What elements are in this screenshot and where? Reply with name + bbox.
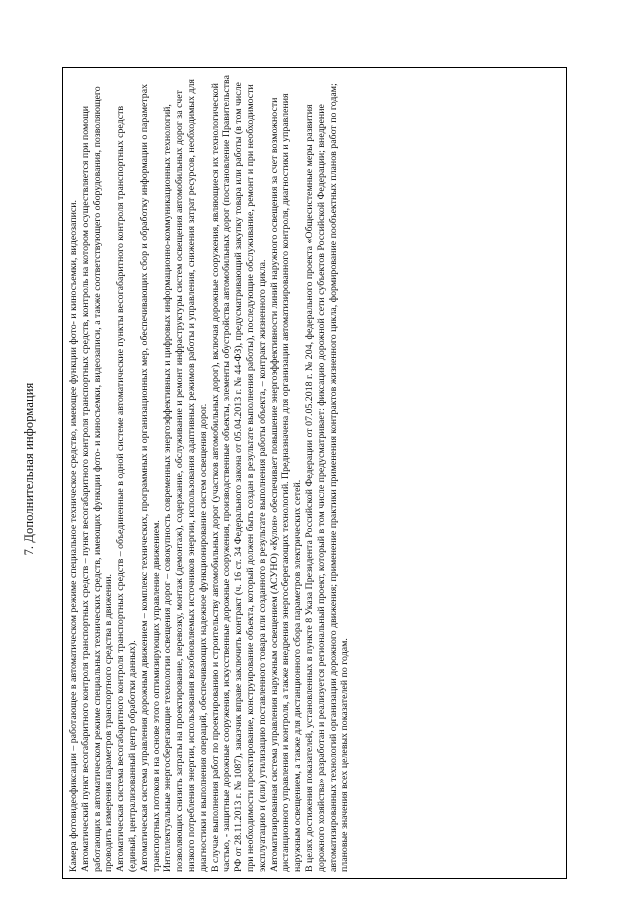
info-box: [62, 67, 567, 879]
paragraph-traffic-management-system: Автоматическая система управления дорожным движением – комплекс технических, программных и организационных мер, обеспечивающих сбор и обработку информации о параметрах транспортных потоков и на основе этого оптимизирующих управление движением.: [138, 83, 162, 872]
paragraph-weight-control-system: Автоматическая система весогабаритного контроля транспортных средств – объединенные в одной системе автоматические пункты весогабаритного контроля транспортных средств (единый, централизованный центр обработки данных).: [115, 105, 138, 872]
paragraph-lifecycle-contract: В случае выполнения работ по проектированию и строительству автомобильных дорог (участков автомобильных дорог), включая дорожные сооружения, являющиеся их технологической частью, - защитные дорожные сооружения, искусственные дорожные сооружения, производственные объекты, элементы обустройства автомобильных дорог (постановление Правительства РФ от 28.11.2013 г. № 1087), заказчик вправе заключить контракт (ч. 16 ст. 34 Федерального закона от 05.04.2013 г. № 44-ФЗ), предусматривающий закупку товара или работы (в том числе при необходимости проектирование, конструирование объекта, который должен быть создан в результате выполнения работы), последующие обслуживание, ремонт и при необходимости эксплуатацию и (или) утилизацию поставленного товара или созданного в результате выполнения работы объекта, – контракт жизненного цикла.: [209, 75, 268, 872]
rotated-page: [14, 49, 634, 889]
section-title: 7. Дополнительная информация: [22, 382, 36, 556]
paragraph-photo-camera: Камера фотовидеофиксации – работающее в автоматическом режиме специальное техническое средство, имеющее функции фото- и киносъемки, видеозаписи.: [68, 199, 79, 872]
paragraph-regional-project: В целях достижения показателей, установленных в пункте 8 Указа Президента Российской Федерации от 07.05.2018 г. № 204, федерального проекта «Общесистемные меры развития дорожного хозяйства» разработан и реализуется региональный проект, который в том числе предусматривает: фиксацию дорожной сети субъектов Российской Федерации; внедрение автоматизированных технологий организации дорожного движения; применение практики применения контрактов жизненного цикла, формирование пообъектных планов работ по годам; плановые значения всех целевых показателей по годам.: [303, 83, 351, 872]
paragraph-smart-lighting: Интеллектуальные энергосберегающие технологии освещения дорог – совокупность современных энергоэффективных и цифровых информационно-коммуникационных технологий, позволяющих снизить затраты на проектирование, перевозку, монтаж (демонтаж), содержание, обслуживание и ремонт инфраструктуры систем освещения автомобильных дорог за счет низкого потребления энергии, использования возобновляемых источников энергии, использования адаптивных режимов работы и управления, снижения затрат ресурсов, необходимых для диагностики и выполнения операций, обеспечивающих надежное функционирование систем освещения дорог.: [162, 79, 209, 872]
paragraph-asuno-kulon: Автоматизированная система управления наружным освещением (АСУНО) «Кулон» обеспечивает повышение энергоэффективности линий наружного освещения за счет возможности дистанционного управления и контроля, а также внедрения энергосберегающих технологий. Предназначена для организации автоматизированного контроля, диагностики и управления наружным освещением, а также для дистанционного сбора параметров электрических сетей.: [268, 93, 304, 872]
paragraph-weight-control-point: Автоматический пункт весогабаритного контроля транспортных средств – пункт весогабаритного контроля транспортных средств, контроль на котором осуществляется при помощи работающих в автоматическом режиме специальных технических средств, имеющих функции фото- и киносъемки, видеозаписи, а также соответствующего оборудования, позволяющего проводить измерения параметров транспортного средства в движении.: [79, 86, 115, 872]
